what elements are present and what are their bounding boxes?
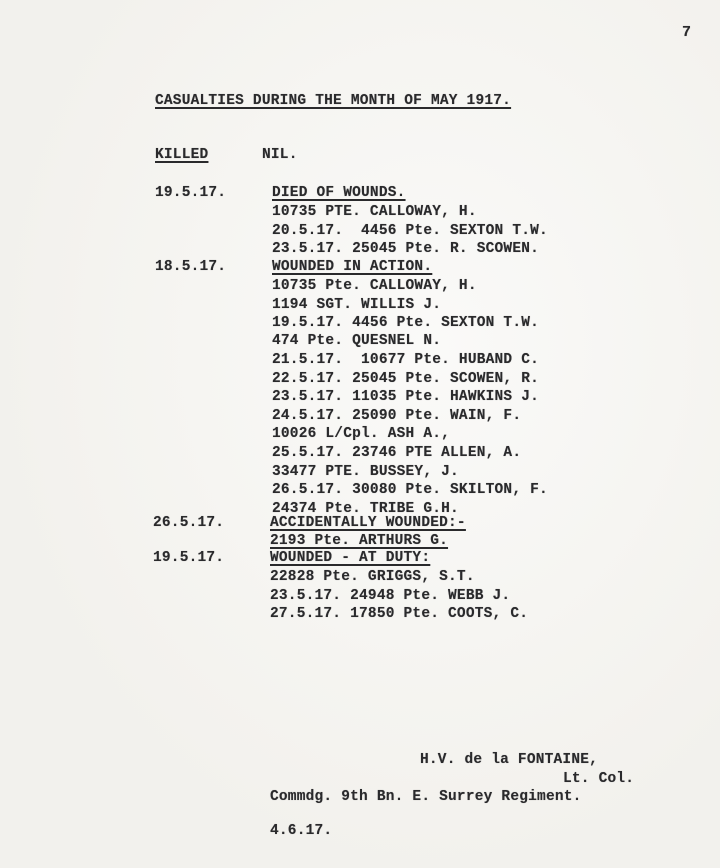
list-item: 22828 Pte. GRIGGS, S.T. [270, 569, 475, 585]
page-number: 7 [682, 24, 692, 41]
list-item: 21.5.17. 10677 Pte. HUBAND C. [272, 352, 540, 368]
list-item: 22.5.17. 25045 Pte. SCOWEN, R. [272, 371, 540, 387]
list-item: 23.5.17. 11035 Pte. HAWKINS J. [272, 389, 540, 405]
list-item: 474 Pte. QUESNEL N. [272, 333, 442, 349]
wounded-in-action-date: 18.5.17. [155, 259, 227, 275]
wounded-at-duty-date: 19.5.17. [153, 550, 225, 566]
signature-date: 4.6.17. [270, 823, 333, 839]
accidentally-wounded-date: 26.5.17. [153, 515, 225, 531]
died-of-wounds-heading: DIED OF WOUNDS. [272, 185, 406, 201]
wounded-at-duty-heading: WOUNDED - AT DUTY: [270, 550, 431, 566]
killed-value: NIL. [262, 147, 298, 163]
list-item: 23.5.17. 24948 Pte. WEBB J. [270, 588, 511, 604]
signature-rank: Lt. Col. [563, 771, 635, 787]
list-item: 19.5.17. 4456 Pte. SEXTON T.W. [272, 315, 540, 331]
list-item: 25.5.17. 23746 PTE ALLEN, A. [272, 445, 522, 461]
list-item: 10735 PTE. CALLOWAY, H. [272, 204, 477, 220]
list-item: 1194 SGT. WILLIS J. [272, 297, 442, 313]
document-title: CASUALTIES DURING THE MONTH OF MAY 1917. [155, 93, 512, 109]
list-item: 10026 L/Cpl. ASH A., [272, 426, 451, 442]
list-item: 24374 Pte. TRIBE G.H. [272, 501, 459, 517]
died-of-wounds-date: 19.5.17. [155, 185, 227, 201]
list-item: 10735 Pte. CALLOWAY, H. [272, 278, 477, 294]
list-item: 27.5.17. 17850 Pte. COOTS, C. [270, 606, 529, 622]
list-item: 20.5.17. 4456 Pte. SEXTON T.W. [272, 223, 548, 239]
list-item: 23.5.17. 25045 Pte. R. SCOWEN. [272, 241, 540, 257]
list-item: 2193 Pte. ARTHURS G. [270, 533, 449, 549]
signature-unit: Commdg. 9th Bn. E. Surrey Regiment. [270, 789, 582, 805]
list-item: 24.5.17. 25090 Pte. WAIN, F. [272, 408, 522, 424]
accidentally-wounded-heading: ACCIDENTALLY WOUNDED:- [270, 515, 466, 531]
list-item: 26.5.17. 30080 Pte. SKILTON, F. [272, 482, 548, 498]
list-item: 33477 PTE. BUSSEY, J. [272, 464, 459, 480]
killed-label: KILLED [155, 147, 209, 163]
signature-name: H.V. de la FONTAINE, [420, 752, 599, 768]
wounded-in-action-heading: WOUNDED IN ACTION. [272, 259, 433, 275]
